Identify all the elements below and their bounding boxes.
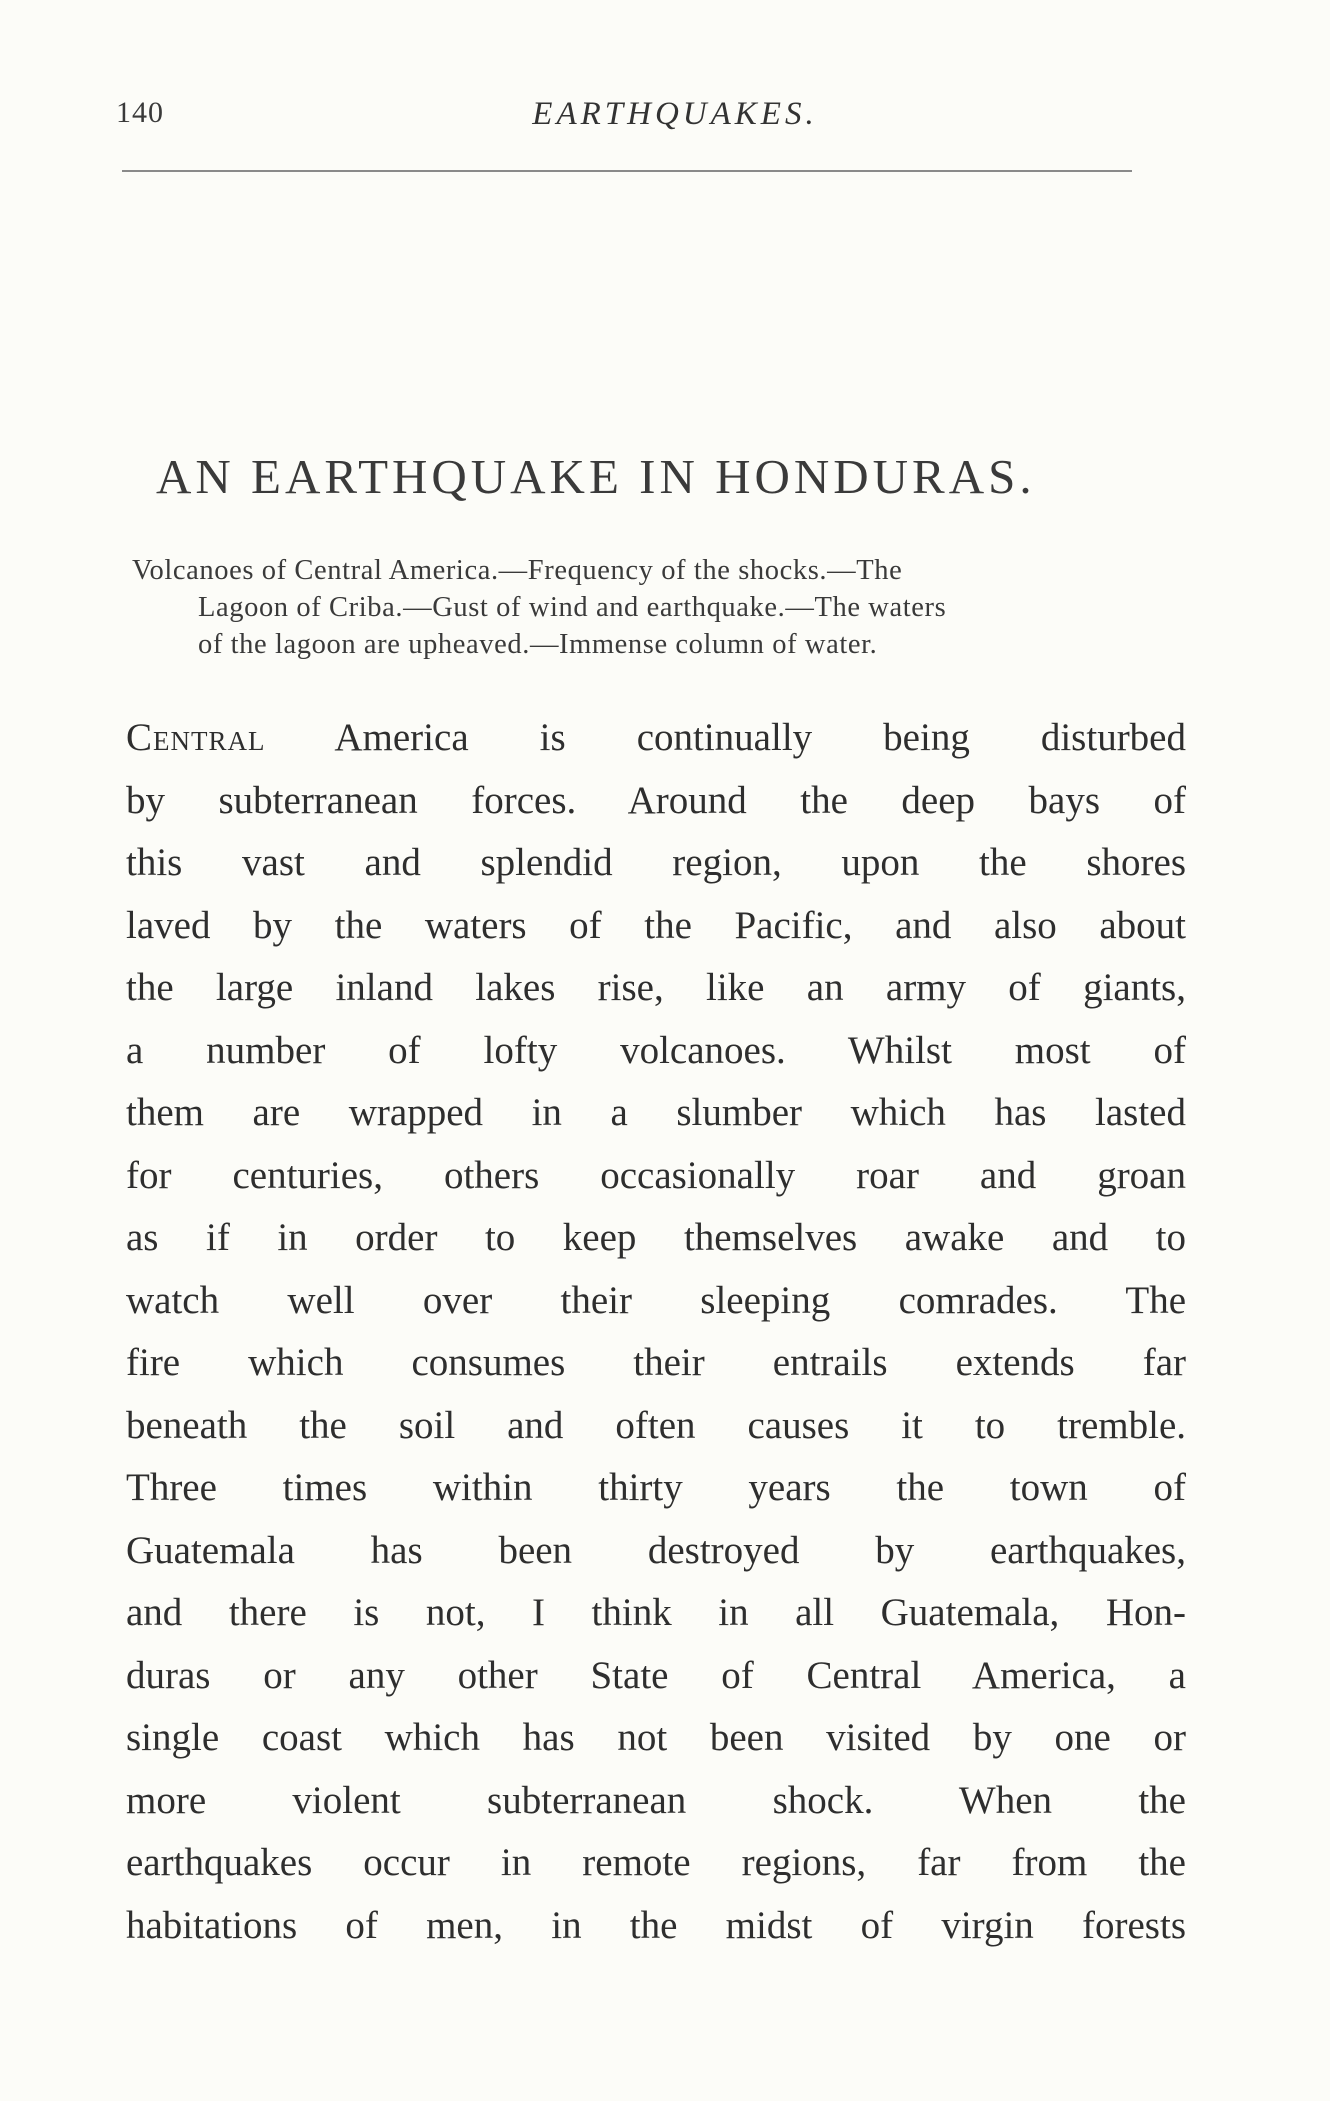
body-line: habitations of men, in the midst of virgin forests xyxy=(126,1903,1186,1947)
body-line: duras or any other State of Central America, a xyxy=(126,1653,1186,1697)
body-line: beneath the soil and often causes it to tremble. xyxy=(126,1403,1186,1447)
synopsis-line: of the lagoon are upheaved.—Immense column of water. xyxy=(198,629,878,660)
body-line: by subterranean forces. Around the deep bays of xyxy=(126,778,1186,822)
body-line: them are wrapped in a slumber which has lasted xyxy=(126,1091,1186,1134)
body-line: more violent subterranean shock. When the xyxy=(126,1778,1186,1822)
synopsis-line: Lagoon of Criba.—Gust of wind and earthquake.—The waters xyxy=(198,592,947,623)
body-line: fire which consumes their entrails extends far xyxy=(126,1341,1186,1384)
body-line: earthquakes occur in remote regions, far from the xyxy=(126,1841,1186,1884)
body-line: for centuries, others occasionally roar and groan xyxy=(126,1153,1186,1197)
body-line: watch well over their sleeping comrades. The xyxy=(126,1278,1186,1322)
body-line: the large inland lakes rise, like an army of giants, xyxy=(126,966,1186,1009)
header-rule xyxy=(122,170,1132,172)
body-line: as if in order to keep themselves awake and to xyxy=(126,1216,1186,1259)
body-first-line-rest: America is continually being disturbed xyxy=(265,716,1186,759)
body-line: and there is not, I think in all Guatemala, Hon- xyxy=(126,1591,1186,1634)
synopsis-line: Volcanoes of Central America.—Frequency of the shocks.—The xyxy=(132,555,903,586)
body-line: laved by the waters of the Pacific, and also about xyxy=(126,903,1186,947)
body-line: Three times within thirty years the town of xyxy=(126,1466,1186,1509)
body-text xyxy=(126,707,1186,1957)
body-line: Guatemala has been destroyed by earthquakes, xyxy=(126,1528,1186,1572)
running-head-title: EARTHQUAKES. xyxy=(532,96,818,132)
chapter-synopsis xyxy=(132,552,1192,663)
body-line: a number of lofty volcanoes. Whilst most of xyxy=(126,1028,1186,1072)
body-line: this vast and splendid region, upon the shores xyxy=(126,841,1186,884)
body-line: single coast which has not been visited by one or xyxy=(126,1716,1186,1759)
body-line xyxy=(126,707,1186,770)
page-number: 140 xyxy=(116,96,164,129)
chapter-title: AN EARTHQUAKE IN HONDURAS. xyxy=(156,449,1036,504)
drop-word: Central xyxy=(126,716,266,759)
